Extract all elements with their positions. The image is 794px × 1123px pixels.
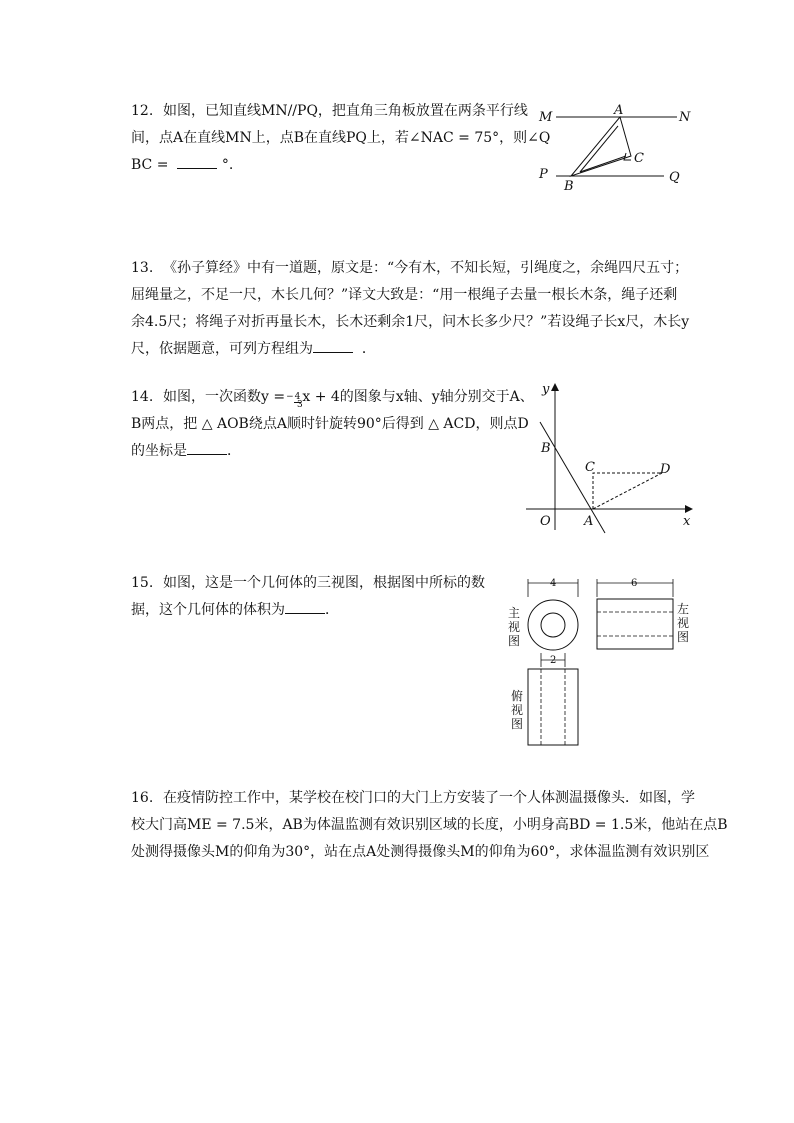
question-13 <box>131 255 689 363</box>
svg-text:左: 左 <box>677 602 690 616</box>
question-15 <box>131 570 485 624</box>
question-14 <box>131 384 534 465</box>
q14-line-2: B两点，把 △ AOB绕点A顺时针旋转90°后得到 △ ACD，则点D <box>131 416 529 432</box>
q13-line-4: 尺，依据题意，可列方程组为 ． <box>131 336 689 363</box>
answer-blank[interactable] <box>285 599 325 614</box>
svg-text:主: 主 <box>508 606 521 620</box>
dim-inner: 2 <box>550 655 557 666</box>
label-a: A <box>584 514 594 529</box>
fraction: −4 <box>286 391 301 402</box>
q13-line-1: 13. 《孙子算经》中有一道题，原文是：“今有木，不知长短，引绳度之，余绳四尺五寸； <box>131 255 689 282</box>
q14-line-3: 的坐标是 ． <box>131 438 534 465</box>
q15-line-1: 15. 如图，这是一个几何体的三视图，根据图中所标的数 <box>131 570 485 597</box>
label-b: B <box>564 179 574 194</box>
label-b: B <box>541 441 551 456</box>
label-q: Q <box>669 170 680 185</box>
dim-side: 6 <box>631 578 638 589</box>
q14-line-1: 14. 如图，一次函数y =−4 x + 4的图象与x轴、y轴分别交于A、 <box>131 384 534 411</box>
q16-line-3: 处测得摄像头M的仰角为30°，站在点A处测得摄像头M的仰角为60°，求体温监测有效识别区 <box>131 844 710 860</box>
label-c: C <box>634 151 644 166</box>
q12-number: 12. <box>131 103 154 119</box>
q12-line-3: BC = °. <box>131 152 550 179</box>
label-o: O <box>540 514 551 529</box>
q15-number: 15. <box>131 575 154 591</box>
q15-figure <box>505 575 700 750</box>
label-a: A <box>614 103 624 118</box>
q13-line-3: 余4.5尺；将绳子对折再量长木，长木还剩余1尺，问木长多少尺？”若设绳子长x尺，木长y <box>131 314 690 330</box>
svg-text:俯: 俯 <box>511 689 524 703</box>
label-c: C <box>585 460 595 475</box>
label-x: x <box>683 514 691 529</box>
front-view-inner <box>541 613 565 637</box>
question-16 <box>131 785 728 866</box>
svg-text:视: 视 <box>508 620 521 634</box>
q12-figure <box>534 104 694 194</box>
q16-line-2: 校大门高ME = 7.5米，AB为体温监测有效识别区域的长度，小明身高BD = 1.5米，他站在点B <box>131 817 728 833</box>
answer-blank[interactable] <box>187 440 227 455</box>
q14-figure <box>520 378 700 538</box>
q12-line-2: 间，点A在直线MN上，点B在直线PQ上，若∠NAC = 75°，则∠Q <box>131 130 551 146</box>
segment-ad <box>593 473 662 509</box>
label-p: P <box>539 167 548 182</box>
label-m: M <box>539 110 553 125</box>
svg-text:图: 图 <box>511 717 524 731</box>
q16-number: 16. <box>131 790 154 806</box>
q13-number: 13. <box>131 260 154 276</box>
q13-line-2: 屈绳量之，不足一尺，木长几何？”译文大致是：“用一根绳子去量一根长木条，绳子还剩 <box>131 287 678 303</box>
label-y: y <box>542 382 550 397</box>
svg-text:图: 图 <box>677 630 690 644</box>
dim-front: 4 <box>550 578 557 589</box>
label-n: N <box>679 110 691 125</box>
top-view <box>528 669 578 745</box>
side-view <box>597 599 673 649</box>
fraction-denominator: 3 <box>297 400 303 410</box>
svg-text:视: 视 <box>677 616 690 630</box>
q16-line-1: 16. 在疫情防控工作中，某学校在校门口的大门上方安装了一个人体测温摄像头．如图，学 <box>131 785 728 812</box>
front-view-outer <box>528 600 578 650</box>
svg-text:图: 图 <box>508 634 521 648</box>
question-12 <box>131 98 550 179</box>
label-d: D <box>660 462 671 477</box>
q12-line-1: 12. 如图，已知直线MN//PQ，把直角三角板放置在两条平行线 <box>131 98 550 125</box>
answer-blank[interactable] <box>313 338 353 353</box>
svg-text:视: 视 <box>511 703 524 717</box>
answer-blank[interactable] <box>177 154 217 169</box>
q15-line-2: 据，这个几何体的体积为 ． <box>131 597 485 624</box>
q14-number: 14. <box>131 389 154 405</box>
